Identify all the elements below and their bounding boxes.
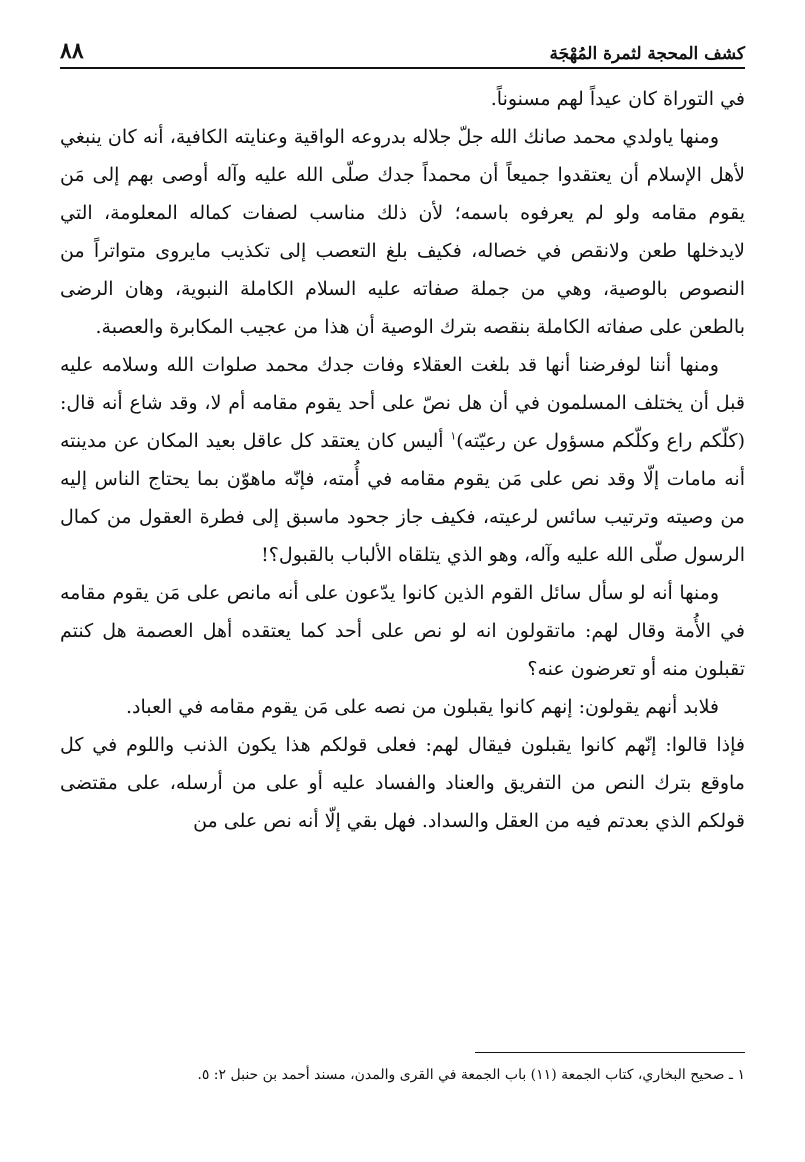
footnote-rule [475,1052,745,1053]
paragraph-6: فإذا قالوا: إنّهم كانوا يقبلون فيقال لهم: فعلى قولكم هذا يكون الذنب واللوم في كل ماوقع بترك النص من التفريق والعناد والفساد عليه أو على من أرسله، على مقتضى قولكم الذي بعدتم فيه من العقل والسداد. فهل بقي إلّا أنه نص على من [60,734,745,832]
paragraph-5: فلابد أنهم يقولون: إنهم كانوا يقبلون من نصه على مَن يقوم مقامه في العباد. [125,696,719,718]
header-rule [60,67,745,69]
paragraph-3-text-before: ومنها أننا لوفرضنا أنها قد بلغت العقلاء وفات جدك محمد صلوات الله وسلامه عليه قبل أن يختلف المسلمون في أن هل نصّ على أحد يقوم مقامه أم لا، وقد شاع أنه قال: (كلّكم راع وكلّكم مسؤول عن رعيّته) [60,354,745,452]
footnote-reference: ١ [450,429,457,443]
body-text [60,80,745,1040]
paragraph-4: ومنها أنه لو سأل سائل القوم الذين كانوا يدّعون على أنه مانص على مَن يقوم مقامه في الأُمة وقال لهم: ماتقولون انه لو نص على أحد كما يعتقده أهل العصمة هل كنتم تقبلون منه أو تعرضون عنه؟ [60,582,745,680]
paragraph-2: ومنها ياولدي محمد صانك الله جلّ جلاله بدروعه الواقية وعنايته الكافية، أنه كان ينبغي لأهل الإسلام أن يعتقدوا جميعاً أن محمداً جدك صلّى الله عليه وآله أوصى بهم إلى مَن يقوم مقامه ولو لم يعرفوه باسمه؛ لأن ذلك مناسب لصفات كماله المعلومة، التي لايدخلها طعن ولانقص في خصاله، فكيف بلغ التعصب إلى تكذيب مايروى متواتراً من النصوص بالوصية، وهي من جملة صفاته عليه السلام الكاملة النبوية، وهان الرضى بالطعن على صفاته الكاملة بنقصه بترك الوصية أن هذا من عجيب المكابرة والعصبة. [60,126,745,338]
paragraph-3-text-after: أليس كان يعتقد كل عاقل بعيد المكان عن مدينته أنه مامات إلّا وقد نص على مَن يقوم مقامه في أُمته، فإنّه ماهوّن بما يحتاج الناس إليه من وصيته وترتيب سائس لرعيته، فكيف جاز جحود ماسبق إلى فطرة العقول من كمال الرسول صلّى الله عليه وآله، وهو الذي يتلقاه الألباب بالقبول؟! [60,430,745,566]
running-title: كشف المحجة لثمرة المُهْجَة [549,44,745,64]
paragraph-1: في التوراة كان عيداً لهم مسنوناً. [490,88,745,110]
page-number: ٨٨ [60,38,84,64]
paragraph-3 [60,346,745,574]
page-header [60,28,745,64]
footnote: ١ ـ صحيح البخاري، كتاب الجمعة (١١) باب الجمعة في القرى والمدن، مسند أحمد بن حنبل ٢: ٥. [197,1067,745,1083]
